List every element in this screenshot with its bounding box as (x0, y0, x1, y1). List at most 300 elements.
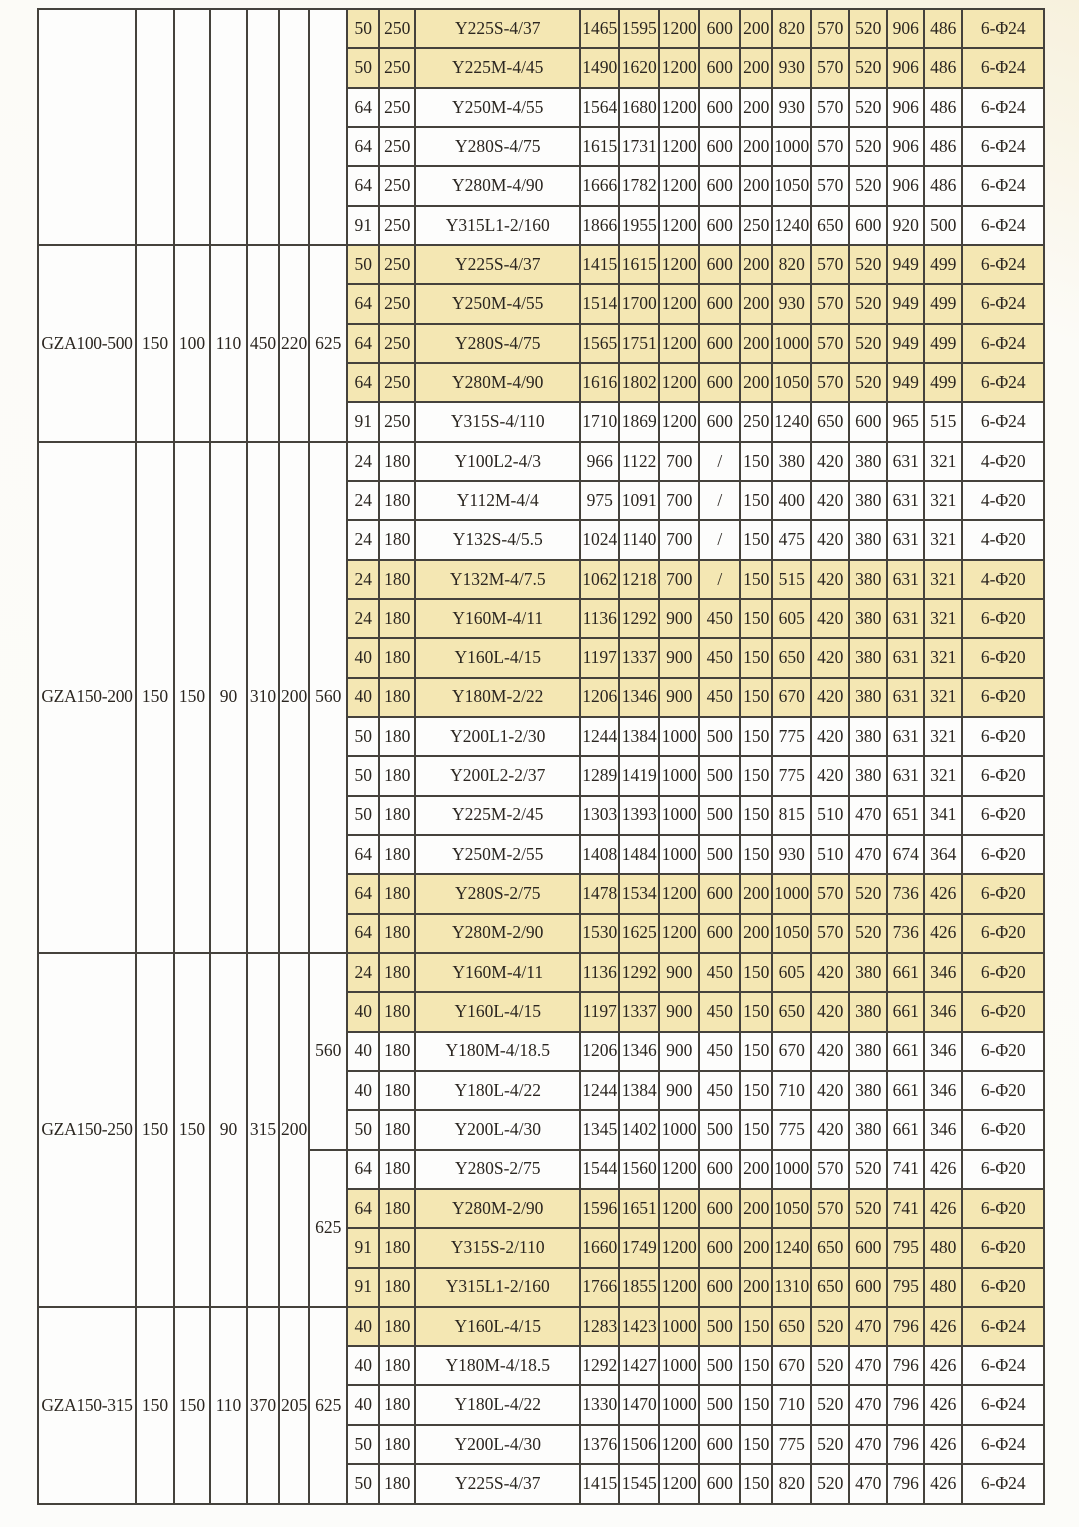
value-cell: 1384 (619, 717, 659, 756)
value-cell: 470 (849, 1464, 887, 1504)
value-cell: 1346 (619, 678, 659, 717)
motor-model-cell: Y112M-4/4 (415, 481, 580, 520)
value-cell: 670 (772, 1032, 811, 1071)
value-cell: 180 (379, 1425, 415, 1464)
model-cell: GZA150-315 (38, 1307, 136, 1504)
value-cell: 1544 (580, 1150, 619, 1189)
value-cell: 1855 (619, 1268, 659, 1307)
value-cell: 150 (740, 992, 772, 1031)
value-cell: 499 (924, 363, 962, 402)
value-cell: 91 (347, 402, 379, 441)
value-cell: 600 (699, 1228, 740, 1267)
value-cell: 1240 (772, 1228, 811, 1267)
value-cell: 1000 (659, 835, 699, 874)
value-cell: 200 (740, 284, 772, 323)
value-cell: 6-Φ20 (962, 1032, 1044, 1071)
dim-cell: 560 (309, 953, 347, 1150)
value-cell: 650 (811, 402, 849, 441)
value-cell: 420 (811, 1110, 849, 1149)
value-cell: 1560 (619, 1150, 659, 1189)
motor-model-cell: Y225M-2/45 (415, 796, 580, 835)
value-cell: 150 (740, 1385, 772, 1424)
value-cell: 1292 (580, 1346, 619, 1385)
value-cell: 180 (379, 1071, 415, 1110)
value-cell: 486 (924, 9, 962, 48)
value-cell: 426 (924, 1385, 962, 1424)
value-cell: 1666 (580, 166, 619, 205)
dim-cell (174, 9, 210, 245)
value-cell: 450 (699, 678, 740, 717)
value-cell: 520 (849, 245, 887, 284)
value-cell: 1545 (619, 1464, 659, 1504)
value-cell: 500 (699, 717, 740, 756)
value-cell: 1955 (619, 206, 659, 245)
value-cell: 736 (887, 914, 924, 953)
value-cell: 346 (924, 1110, 962, 1149)
value-cell: 600 (699, 48, 740, 87)
value-cell: 150 (740, 835, 772, 874)
value-cell: 600 (699, 9, 740, 48)
value-cell: 180 (379, 796, 415, 835)
value-cell: 1240 (772, 206, 811, 245)
value-cell: 600 (699, 402, 740, 441)
value-cell: 1200 (659, 284, 699, 323)
value-cell: 631 (887, 520, 924, 559)
value-cell: 1866 (580, 206, 619, 245)
value-cell: 6-Φ24 (962, 88, 1044, 127)
value-cell: 570 (811, 1150, 849, 1189)
value-cell: 570 (811, 324, 849, 363)
value-cell: 450 (699, 638, 740, 677)
value-cell: 50 (347, 1110, 379, 1149)
value-cell: 64 (347, 324, 379, 363)
value-cell: 900 (659, 678, 699, 717)
value-cell: 6-Φ20 (962, 953, 1044, 992)
value-cell: 180 (379, 1228, 415, 1267)
value-cell: 700 (659, 442, 699, 481)
value-cell: 40 (347, 992, 379, 1031)
value-cell: 6-Φ24 (962, 48, 1044, 87)
value-cell: 741 (887, 1150, 924, 1189)
value-cell: 6-Φ20 (962, 874, 1044, 913)
value-cell: 180 (379, 1464, 415, 1504)
value-cell: 1000 (772, 324, 811, 363)
value-cell: 520 (849, 166, 887, 205)
value-cell: 321 (924, 717, 962, 756)
value-cell: 1802 (619, 363, 659, 402)
value-cell: 321 (924, 560, 962, 599)
model-cell: GZA100-500 (38, 245, 136, 442)
motor-model-cell: Y225S-4/37 (415, 1464, 580, 1504)
value-cell: 486 (924, 166, 962, 205)
value-cell: 500 (699, 756, 740, 795)
value-cell: 570 (811, 914, 849, 953)
value-cell: 775 (772, 1425, 811, 1464)
motor-model-cell: Y200L2-2/37 (415, 756, 580, 795)
value-cell: 91 (347, 206, 379, 245)
value-cell: 180 (379, 481, 415, 520)
dim-cell: 150 (174, 442, 210, 953)
value-cell: 200 (740, 324, 772, 363)
value-cell: 180 (379, 1032, 415, 1071)
value-cell: 1289 (580, 756, 619, 795)
dim-cell: 625 (309, 1307, 347, 1504)
value-cell: / (699, 442, 740, 481)
value-cell: 1415 (580, 245, 619, 284)
value-cell: 1402 (619, 1110, 659, 1149)
value-cell: 1050 (772, 1189, 811, 1228)
motor-model-cell: Y280M-2/90 (415, 1189, 580, 1228)
value-cell: 1330 (580, 1385, 619, 1424)
value-cell: 900 (659, 953, 699, 992)
motor-model-cell: Y160M-4/11 (415, 599, 580, 638)
value-cell: 6-Φ24 (962, 1346, 1044, 1385)
value-cell: 1292 (619, 599, 659, 638)
value-cell: 150 (740, 638, 772, 677)
value-cell: 40 (347, 1032, 379, 1071)
dim-cell: 310 (247, 442, 279, 953)
value-cell: 150 (740, 678, 772, 717)
value-cell: 180 (379, 1268, 415, 1307)
value-cell: 631 (887, 638, 924, 677)
value-cell: 1200 (659, 206, 699, 245)
value-cell: 1062 (580, 560, 619, 599)
value-cell: 631 (887, 756, 924, 795)
value-cell: 486 (924, 48, 962, 87)
motor-model-cell: Y280M-4/90 (415, 166, 580, 205)
value-cell: 1206 (580, 1032, 619, 1071)
value-cell: 91 (347, 1228, 379, 1267)
value-cell: 949 (887, 284, 924, 323)
value-cell: 470 (849, 1425, 887, 1464)
motor-model-cell: Y280M-2/90 (415, 914, 580, 953)
value-cell: 250 (379, 9, 415, 48)
motor-model-cell: Y200L1-2/30 (415, 717, 580, 756)
value-cell: 250 (379, 284, 415, 323)
value-cell: 710 (772, 1071, 811, 1110)
value-cell: 321 (924, 481, 962, 520)
dim-cell: 200 (279, 442, 309, 953)
dim-cell (309, 9, 347, 245)
value-cell: 450 (699, 992, 740, 1031)
value-cell: 180 (379, 599, 415, 638)
motor-model-cell: Y280M-4/90 (415, 363, 580, 402)
value-cell: 1595 (619, 9, 659, 48)
value-cell: 180 (379, 678, 415, 717)
value-cell: 670 (772, 678, 811, 717)
value-cell: 570 (811, 874, 849, 913)
value-cell: 180 (379, 874, 415, 913)
value-cell: 150 (740, 560, 772, 599)
motor-model-cell: Y315S-4/110 (415, 402, 580, 441)
value-cell: 1000 (772, 1150, 811, 1189)
value-cell: 480 (924, 1268, 962, 1307)
value-cell: 6-Φ20 (962, 1150, 1044, 1189)
value-cell: 600 (849, 402, 887, 441)
value-cell: 520 (811, 1425, 849, 1464)
value-cell: 1530 (580, 914, 619, 953)
value-cell: 1337 (619, 638, 659, 677)
value-cell: 180 (379, 560, 415, 599)
value-cell: 920 (887, 206, 924, 245)
value-cell: 180 (379, 1150, 415, 1189)
dim-cell: 200 (279, 953, 309, 1307)
value-cell: 1200 (659, 88, 699, 127)
value-cell: 1050 (772, 363, 811, 402)
value-cell: 900 (659, 638, 699, 677)
value-cell: 420 (811, 678, 849, 717)
value-cell: 4-Φ20 (962, 442, 1044, 481)
value-cell: 1660 (580, 1228, 619, 1267)
value-cell: 651 (887, 796, 924, 835)
dim-cell (136, 9, 174, 245)
value-cell: 1484 (619, 835, 659, 874)
value-cell: 450 (699, 1071, 740, 1110)
value-cell: 1050 (772, 914, 811, 953)
value-cell: 795 (887, 1228, 924, 1267)
value-cell: 1615 (619, 245, 659, 284)
value-cell: 470 (849, 796, 887, 835)
dim-cell: 560 (309, 442, 347, 953)
value-cell: 570 (811, 363, 849, 402)
value-cell: 346 (924, 1032, 962, 1071)
dim-cell: 450 (247, 245, 279, 442)
value-cell: 1376 (580, 1425, 619, 1464)
value-cell: 380 (849, 1071, 887, 1110)
value-cell: 1700 (619, 284, 659, 323)
value-cell: 775 (772, 756, 811, 795)
dim-cell: 100 (174, 245, 210, 442)
value-cell: 341 (924, 796, 962, 835)
value-cell: 64 (347, 166, 379, 205)
dim-cell: 150 (136, 1307, 174, 1504)
value-cell: 420 (811, 599, 849, 638)
value-cell: 1731 (619, 127, 659, 166)
value-cell: 500 (699, 1307, 740, 1346)
value-cell: 6-Φ20 (962, 599, 1044, 638)
value-cell: 736 (887, 874, 924, 913)
value-cell: 600 (699, 245, 740, 284)
value-cell: 600 (699, 1150, 740, 1189)
value-cell: 1423 (619, 1307, 659, 1346)
value-cell: 426 (924, 1346, 962, 1385)
value-cell: 64 (347, 1189, 379, 1228)
value-cell: 380 (849, 953, 887, 992)
value-cell: 426 (924, 914, 962, 953)
value-cell: 180 (379, 1110, 415, 1149)
value-cell: 200 (740, 127, 772, 166)
dim-cell: 110 (210, 245, 247, 442)
dim-cell: 370 (247, 1307, 279, 1504)
value-cell: 1427 (619, 1346, 659, 1385)
table-row (38, 1307, 1044, 1346)
value-cell: 520 (849, 88, 887, 127)
value-cell: 520 (849, 9, 887, 48)
value-cell: 6-Φ24 (962, 284, 1044, 323)
value-cell: 50 (347, 1464, 379, 1504)
value-cell: 6-Φ24 (962, 1307, 1044, 1346)
value-cell: 670 (772, 1346, 811, 1385)
value-cell: 1206 (580, 678, 619, 717)
value-cell: 710 (772, 1385, 811, 1424)
value-cell: 420 (811, 481, 849, 520)
value-cell: 661 (887, 992, 924, 1031)
value-cell: 6-Φ24 (962, 9, 1044, 48)
value-cell: 796 (887, 1425, 924, 1464)
value-cell: 180 (379, 442, 415, 481)
value-cell: 200 (740, 48, 772, 87)
value-cell: 1596 (580, 1189, 619, 1228)
value-cell: 500 (699, 1385, 740, 1424)
value-cell: 975 (580, 481, 619, 520)
value-cell: 40 (347, 1385, 379, 1424)
value-cell: 520 (849, 874, 887, 913)
value-cell: 906 (887, 166, 924, 205)
value-cell: 486 (924, 127, 962, 166)
value-cell: 321 (924, 756, 962, 795)
value-cell: 150 (740, 953, 772, 992)
value-cell: 600 (849, 1268, 887, 1307)
value-cell: 486 (924, 88, 962, 127)
value-cell: 631 (887, 717, 924, 756)
value-cell: 321 (924, 599, 962, 638)
motor-model-cell: Y200L-4/30 (415, 1425, 580, 1464)
value-cell: 1200 (659, 1268, 699, 1307)
value-cell: 180 (379, 1307, 415, 1346)
value-cell: 1766 (580, 1268, 619, 1307)
value-cell: 420 (811, 756, 849, 795)
value-cell: 930 (772, 48, 811, 87)
motor-model-cell: Y250M-4/55 (415, 88, 580, 127)
value-cell: 364 (924, 835, 962, 874)
value-cell: 631 (887, 678, 924, 717)
value-cell: 40 (347, 1071, 379, 1110)
value-cell: 600 (699, 1425, 740, 1464)
dim-cell: 150 (174, 953, 210, 1307)
value-cell: 24 (347, 953, 379, 992)
value-cell: 1200 (659, 324, 699, 363)
value-cell: 426 (924, 1425, 962, 1464)
value-cell: 661 (887, 1032, 924, 1071)
value-cell: 520 (811, 1464, 849, 1504)
motor-model-cell: Y280S-4/75 (415, 324, 580, 363)
value-cell: 6-Φ20 (962, 1228, 1044, 1267)
value-cell: 1197 (580, 638, 619, 677)
value-cell: 380 (849, 560, 887, 599)
value-cell: 200 (740, 166, 772, 205)
dim-cell: 315 (247, 953, 279, 1307)
value-cell: 600 (699, 1268, 740, 1307)
value-cell: 520 (849, 48, 887, 87)
value-cell: 700 (659, 481, 699, 520)
value-cell: 1136 (580, 599, 619, 638)
value-cell: 250 (379, 166, 415, 205)
value-cell: 520 (849, 914, 887, 953)
value-cell: 6-Φ20 (962, 756, 1044, 795)
value-cell: 1244 (580, 717, 619, 756)
value-cell: 1000 (659, 1346, 699, 1385)
value-cell: 510 (811, 796, 849, 835)
value-cell: 631 (887, 599, 924, 638)
value-cell: 64 (347, 1150, 379, 1189)
value-cell: 1200 (659, 402, 699, 441)
value-cell: 426 (924, 1307, 962, 1346)
value-cell: 24 (347, 481, 379, 520)
dim-cell: 90 (210, 953, 247, 1307)
value-cell: 6-Φ24 (962, 324, 1044, 363)
value-cell: 180 (379, 835, 415, 874)
value-cell: 6-Φ24 (962, 1464, 1044, 1504)
value-cell: 500 (699, 1346, 740, 1385)
value-cell: 380 (849, 678, 887, 717)
value-cell: 150 (740, 1425, 772, 1464)
value-cell: 180 (379, 1189, 415, 1228)
value-cell: 380 (849, 638, 887, 677)
value-cell: 796 (887, 1464, 924, 1504)
value-cell: 1506 (619, 1425, 659, 1464)
motor-model-cell: Y315L1-2/160 (415, 206, 580, 245)
value-cell: 40 (347, 638, 379, 677)
value-cell: 380 (849, 481, 887, 520)
motor-model-cell: Y160M-4/11 (415, 953, 580, 992)
value-cell: 650 (811, 1228, 849, 1267)
value-cell: 150 (740, 442, 772, 481)
value-cell: 631 (887, 442, 924, 481)
value-cell: 1470 (619, 1385, 659, 1424)
motor-model-cell: Y225S-4/37 (415, 9, 580, 48)
value-cell: 200 (740, 245, 772, 284)
value-cell: 674 (887, 835, 924, 874)
value-cell: 900 (659, 1032, 699, 1071)
motor-model-cell: Y180M-4/18.5 (415, 1032, 580, 1071)
value-cell: 40 (347, 1307, 379, 1346)
value-cell: 520 (849, 324, 887, 363)
motor-model-cell: Y315L1-2/160 (415, 1268, 580, 1307)
value-cell: 796 (887, 1307, 924, 1346)
value-cell: 1393 (619, 796, 659, 835)
value-cell: 1000 (659, 717, 699, 756)
value-cell: 1710 (580, 402, 619, 441)
value-cell: 1000 (659, 796, 699, 835)
value-cell: 6-Φ24 (962, 206, 1044, 245)
value-cell: 600 (699, 363, 740, 402)
value-cell: 6-Φ20 (962, 1071, 1044, 1110)
value-cell: 515 (772, 560, 811, 599)
dim-cell: 150 (136, 953, 174, 1307)
model-cell: GZA150-200 (38, 442, 136, 953)
value-cell: 380 (849, 992, 887, 1031)
value-cell: 180 (379, 717, 415, 756)
value-cell: 600 (849, 206, 887, 245)
dim-cell: 150 (136, 245, 174, 442)
value-cell: 1200 (659, 1228, 699, 1267)
value-cell: 1000 (772, 874, 811, 913)
value-cell: 1419 (619, 756, 659, 795)
value-cell: 380 (849, 1032, 887, 1071)
value-cell: 400 (772, 481, 811, 520)
value-cell: 380 (849, 599, 887, 638)
value-cell: 321 (924, 678, 962, 717)
value-cell: 906 (887, 88, 924, 127)
value-cell: 520 (849, 127, 887, 166)
value-cell: 1310 (772, 1268, 811, 1307)
value-cell: 500 (924, 206, 962, 245)
value-cell: 420 (811, 638, 849, 677)
value-cell: 600 (699, 127, 740, 166)
value-cell: 250 (379, 88, 415, 127)
value-cell: 150 (740, 1346, 772, 1385)
value-cell: 1024 (580, 520, 619, 559)
